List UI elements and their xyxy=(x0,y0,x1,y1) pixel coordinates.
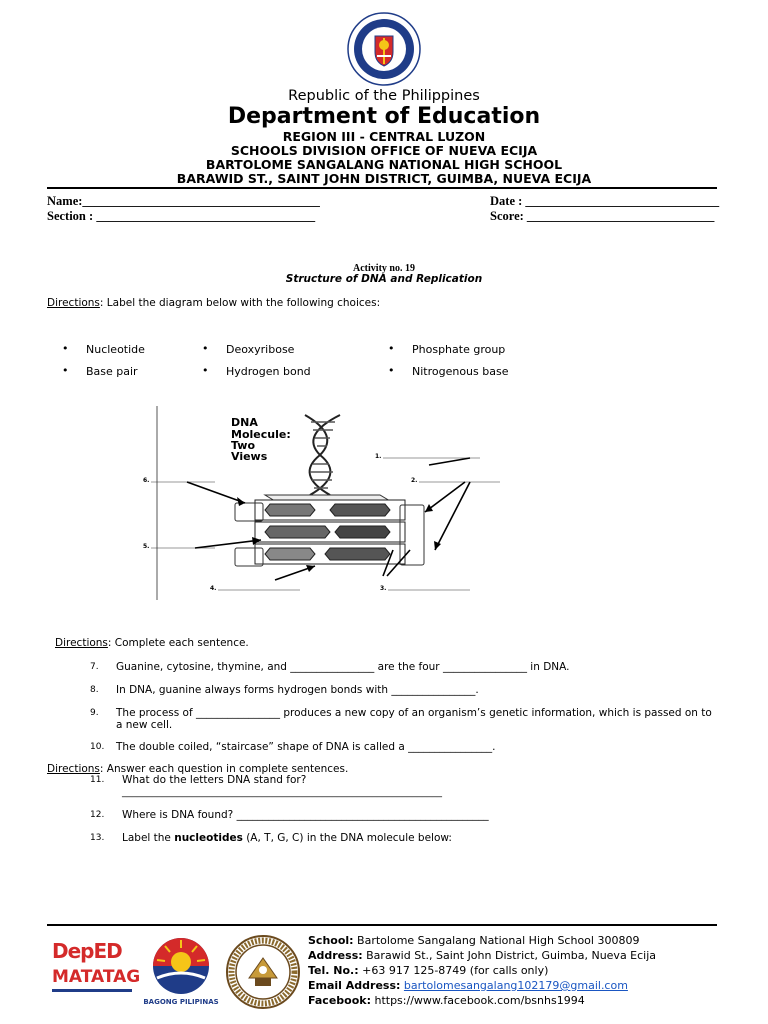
date-label: Date : xyxy=(490,194,523,208)
facebook-link[interactable]: https://www.facebook.com/bsnhs1994 xyxy=(370,994,585,1007)
question-11-answer-line[interactable]: ________________________________________________________________ xyxy=(122,787,442,798)
name-blank: ______________________________________ xyxy=(82,194,320,208)
score-field[interactable] xyxy=(490,209,714,224)
header-republic: Republic of the Philippines xyxy=(288,88,480,104)
diagram-title-1: DNA xyxy=(231,416,258,429)
footer-tel: Tel. No.: +63 917 125-8749 (for calls only) xyxy=(308,964,549,977)
bagong-pilipinas-logo xyxy=(143,934,219,1014)
deped-wordmark: DepED xyxy=(52,939,122,963)
footer-address: Address: Barawid St., Saint John District, Guimba, Nueva Ecija xyxy=(308,949,657,962)
score-label: Score: xyxy=(490,209,524,223)
section-field[interactable] xyxy=(47,209,315,224)
footer-school: School: Bartolome Sangalang National High School 300809 xyxy=(308,934,640,947)
activity-title: Structure of DNA and Replication xyxy=(285,273,483,285)
directions-3-label: Directions xyxy=(47,763,100,775)
directions-1-label: Directions xyxy=(47,297,100,309)
directions-1 xyxy=(47,297,380,309)
date-blank: _______________________________ xyxy=(525,194,720,208)
score-blank: ______________________________ xyxy=(526,209,715,223)
diagram-label-3: 3. xyxy=(380,585,387,592)
diagram-label-4: 4. xyxy=(210,585,217,592)
diagram-title-3: Two xyxy=(231,439,256,452)
footer-divider xyxy=(47,924,717,926)
email-link[interactable]: bartolomesangalang102179@gmail.com xyxy=(403,979,628,992)
directions-2 xyxy=(55,637,249,649)
deped-logo xyxy=(50,937,140,1003)
directions-1-text: : Label the diagram below with the following choices: xyxy=(99,297,381,309)
bagong-pilipinas-label: BAGONG PILIPINAS xyxy=(143,998,219,1006)
deped-seal xyxy=(347,12,421,86)
header-region: REGION III - CENTRAL LUZON xyxy=(282,129,486,144)
header-address: BARAWID ST., SAINT JOHN DISTRICT, GUIMBA, NUEVA ECIJA xyxy=(176,171,592,186)
directions-3-text: : Answer each question in complete sentences. xyxy=(99,763,349,775)
dna-diagram xyxy=(135,400,525,605)
matatag-wordmark: MATATAG xyxy=(52,967,141,987)
header-school: BARTOLOME SANGALANG NATIONAL HIGH SCHOOL xyxy=(205,157,563,172)
diagram-title-4: Views xyxy=(231,450,268,463)
header-divider xyxy=(47,187,717,189)
school-seal xyxy=(225,934,301,1010)
date-field[interactable] xyxy=(490,194,719,209)
diagram-label-1: 1. xyxy=(375,453,382,460)
diagram-label-5: 5. xyxy=(143,543,150,550)
name-label: Name: xyxy=(47,194,83,208)
footer-email: Email Address: bartolomesangalang102179@gmail.com xyxy=(308,979,628,992)
diagram-label-2: 2. xyxy=(411,477,418,484)
footer-facebook: Facebook: https://www.facebook.com/bsnhs1994 xyxy=(308,994,585,1007)
header-division: SCHOOLS DIVISION OFFICE OF NUEVA ECIJA xyxy=(230,143,538,158)
section-label: Section : xyxy=(47,209,94,223)
diagram-title-2: Molecule: xyxy=(231,428,291,441)
section-blank: ___________________________________ xyxy=(96,209,316,223)
activity-number: Activity no. 19 xyxy=(353,263,415,274)
header-department: Department of Education xyxy=(227,104,541,129)
directions-2-text: : Complete each sentence. xyxy=(107,637,249,649)
name-field[interactable] xyxy=(47,194,320,209)
diagram-label-6: 6. xyxy=(143,477,150,484)
directions-2-label: Directions xyxy=(55,637,108,649)
